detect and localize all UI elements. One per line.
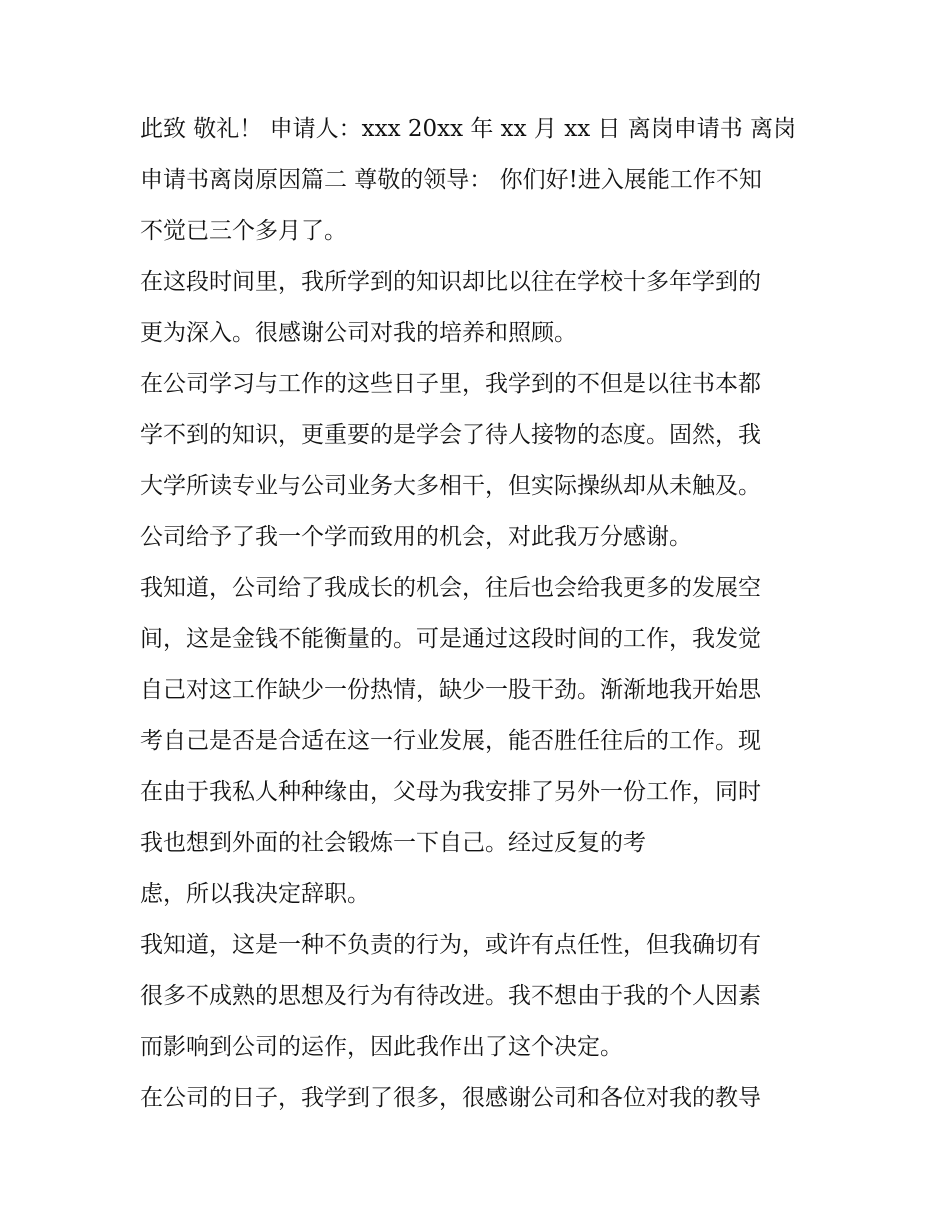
text-line: 而影响到公司的运作，因此我作出了这个决定。 — [140, 1034, 623, 1060]
text-line: 考自己是否是合适在这一行业发展，能否胜任往后的工作。现 — [140, 728, 761, 754]
text-line: 虑，所以我决定辞职。 — [140, 881, 370, 907]
text-line: 我知道，公司给了我成长的机会，往后也会给我更多的发展空 — [140, 575, 761, 601]
text-line: 在公司学习与工作的这些日子里，我学到的不但是以往书本都 — [140, 371, 761, 397]
text-line: 自己对这工作缺少一份热情，缺少一股干劲。渐渐地我开始思 — [140, 677, 761, 703]
text-line: 在由于我私人种种缘由，父母为我安排了另外一份工作，同时 — [140, 779, 761, 805]
text-line: 我知道，这是一种不负责的行为，或许有点任性，但我确切有 — [140, 932, 761, 958]
text-line: 大学所读专业与公司业务大多相干，但实际操纵却从未触及。 — [140, 473, 761, 499]
text-line: 我也想到外面的社会锻炼一下自己。经过反复的考 — [140, 830, 646, 856]
text-line: 更为深入。很感谢公司对我的培养和照顾。 — [140, 320, 577, 346]
text-line: 此致 敬礼！ 申请人：xxx 20xx 年 xx 月 xx 日 离岗申请书 离岗 — [140, 116, 797, 142]
text-line: 学不到的知识，更重要的是学会了待人接物的态度。固然，我 — [140, 422, 761, 448]
text-line: 很多不成熟的思想及行为有待改进。我不想由于我的个人因素 — [140, 983, 761, 1009]
text-line: 公司给予了我一个学而致用的机会，对此我万分感谢。 — [140, 524, 692, 550]
text-line: 间，这是金钱不能衡量的。可是通过这段时间的工作，我发觉 — [140, 626, 761, 652]
document-body — [140, 104, 820, 1124]
text-line: 在这段时间里，我所学到的知识却比以往在学校十多年学到的 — [140, 269, 761, 295]
text-line: 不觉已三个多月了。 — [140, 218, 347, 244]
text-line: 在公司的日子，我学到了很多，很感谢公司和各位对我的教导 — [140, 1085, 761, 1111]
text-line: 申请书离岗原因篇二 尊敬的领导： 你们好!进入展能工作不知 — [140, 167, 762, 193]
